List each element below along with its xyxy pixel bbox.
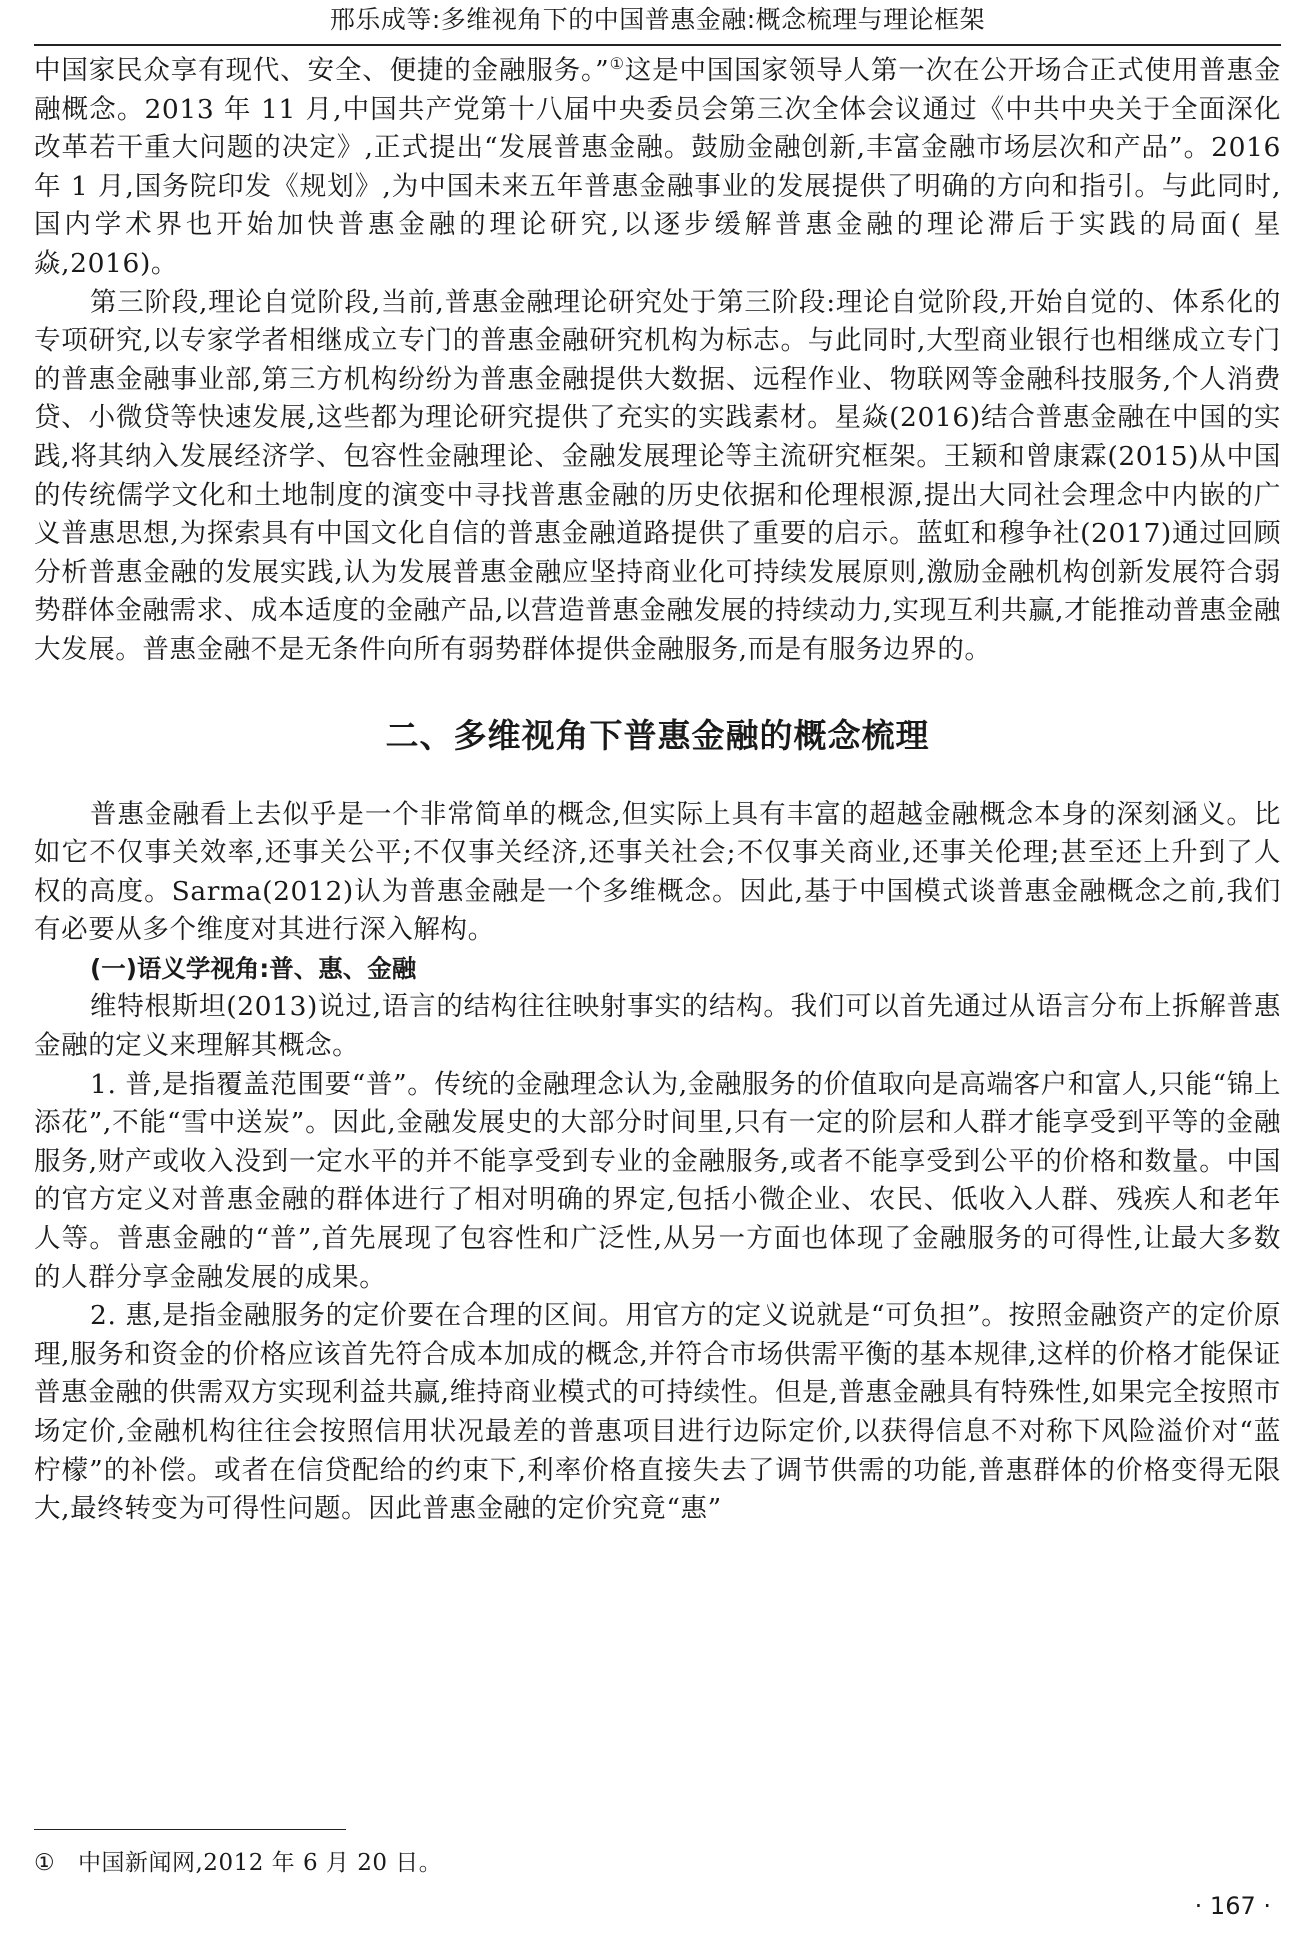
footnote (34, 1848, 442, 1878)
paragraph-6: 2. 惠,是指金融服务的定价要在合理的区间。用官方的定义说就是“可负担”。按照金融资产的定价原理,服务和资金的价格应该首先符合成本加成的概念,并符合市场供需平衡的基本规律,这样的价格才能保证普惠金融的供需双方实现利益共赢,维持商业模式的可持续性。但是,普惠金融具有特殊性,如果完全按照市场定价,金融机构往往会按照信用状况最差的普惠项目进行边际定价,以获得信息不对称下风险溢价对“蓝柠檬”的补偿。或者在信贷配给的约束下,利率价格直接失去了调节供需的功能,普惠群体的价格变得无限大,最终转变为可得性问题。因此普惠金融的定价究竟“惠” (34, 1300, 1281, 1525)
paragraph-1-lead: 中国家民众享有现代、安全、便捷的金融服务。” (34, 55, 610, 86)
article-body (34, 52, 1281, 1529)
section-heading: 二、多维视角下普惠金融的概念梳理 (385, 715, 930, 755)
footnote-mark: ① (34, 1850, 56, 1876)
paragraph-1 (34, 52, 1281, 284)
footnote-text: 中国新闻网,2012 年 6 月 20 日。 (78, 1850, 443, 1876)
running-header (34, 0, 1281, 46)
paragraph-3: 普惠金融看上去似乎是一个非常简单的概念,但实际上具有丰富的超越金融概念本身的深刻涵义。比如它不仅事关效率,还事关公平;不仅事关经济,还事关社会;不仅事关商业,还事关伦理;甚至还上升到了人权的高度。Sarma(2012)认为普惠金融是一个多维概念。因此,基于中国模式谈普惠金融概念之前,我们有必要从多个维度对其进行深入解构。 (34, 798, 1281, 946)
paragraph-4: 维特根斯坦(2013)说过,语言的结构往往映射事实的结构。我们可以首先通过从语言分布上拆解普惠金融的定义来理解其概念。 (34, 991, 1281, 1062)
footnote-reference[interactable]: ① (609, 54, 625, 74)
paragraph-5: 1. 普,是指覆盖范围要“普”。传统的金融理念认为,金融服务的价值取向是高端客户和富人,只能“锦上添花”,不能“雪中送炭”。因此,金融发展史的大部分时间里,只有一定的阶层和人群才能享受到平等的金融服务,财产或收入没到一定水平的并不能享受到专业的金融服务,或者不能享受到公平的价格和数量。中国的官方定义对普惠金融的群体进行了相对明确的界定,包括小微企业、农民、低收入人群、残疾人和老年人等。普惠金融的“普”,首先展现了包容性和广泛性,从另一方面也体现了金融服务的可得性,让最大多数的人群分享金融发展的成果。 (34, 1068, 1281, 1293)
paragraph-2: 第三阶段,理论自觉阶段,当前,普惠金融理论研究处于第三阶段:理论自觉阶段,开始自觉的、体系化的专项研究,以专家学者相继成立专门的普惠金融研究机构为标志。与此同时,大型商业银行也相继成立专门的普惠金融事业部,第三方机构纷纷为普惠金融提供大数据、远程作业、物联网等金融科技服务,个人消费贷、小微贷等快速发展,这些都为理论研究提供了充实的实践素材。星焱(2016)结合普惠金融在中国的实践,将其纳入发展经济学、包容性金融理论、金融发展理论等主流研究框架。王颖和曾康霖(2015)从中国的传统儒学文化和土地制度的演变中寻找普惠金融的历史依据和伦理根源,提出大同社会理念中内嵌的广义普惠思想,为探索具有中国文化自信的普惠金融道路提供了重要的启示。蓝虹和穆争社(2017)通过回顾分析普惠金融的发展实践,认为发展普惠金融应坚持商业化可持续发展原则,激励金融机构创新发展符合弱势群体金融需求、成本适度的金融产品,以营造普惠金融发展的持续动力,实现互利共赢,才能推动普惠金融大发展。普惠金融不是无条件向所有弱势群体提供金融服务,而是有服务边界的。 (34, 286, 1281, 665)
subsection-heading: (一)语义学视角:普、惠、金融 (90, 953, 417, 983)
paragraph-1-text: 这是中国国家领导人第一次在公开场合正式使用普惠金融概念。2013 年 11 月,中国共产党第十八届中央委员会第三次全体会议通过《中共中央关于全面深化改革若干重大问题的决定》,正式提出“发展普惠金融。鼓励金融创新,丰富金融市场层次和产品”。2016 年 1 月,国务院印发《规划》,为中国未来五年普惠金融事业的发展提供了明确的方向和指引。与此同时,国内学术界也开始加快普惠金融的理论研究,以逐步缓解普惠金融的理论滞后于实践的局面( 星焱,2016)。 (34, 55, 1281, 279)
page-number: · 167 · (1194, 1892, 1271, 1920)
running-title: 邢乐成等:多维视角下的中国普惠金融:概念梳理与理论框架 (329, 5, 986, 34)
footnote-divider (34, 1829, 346, 1830)
